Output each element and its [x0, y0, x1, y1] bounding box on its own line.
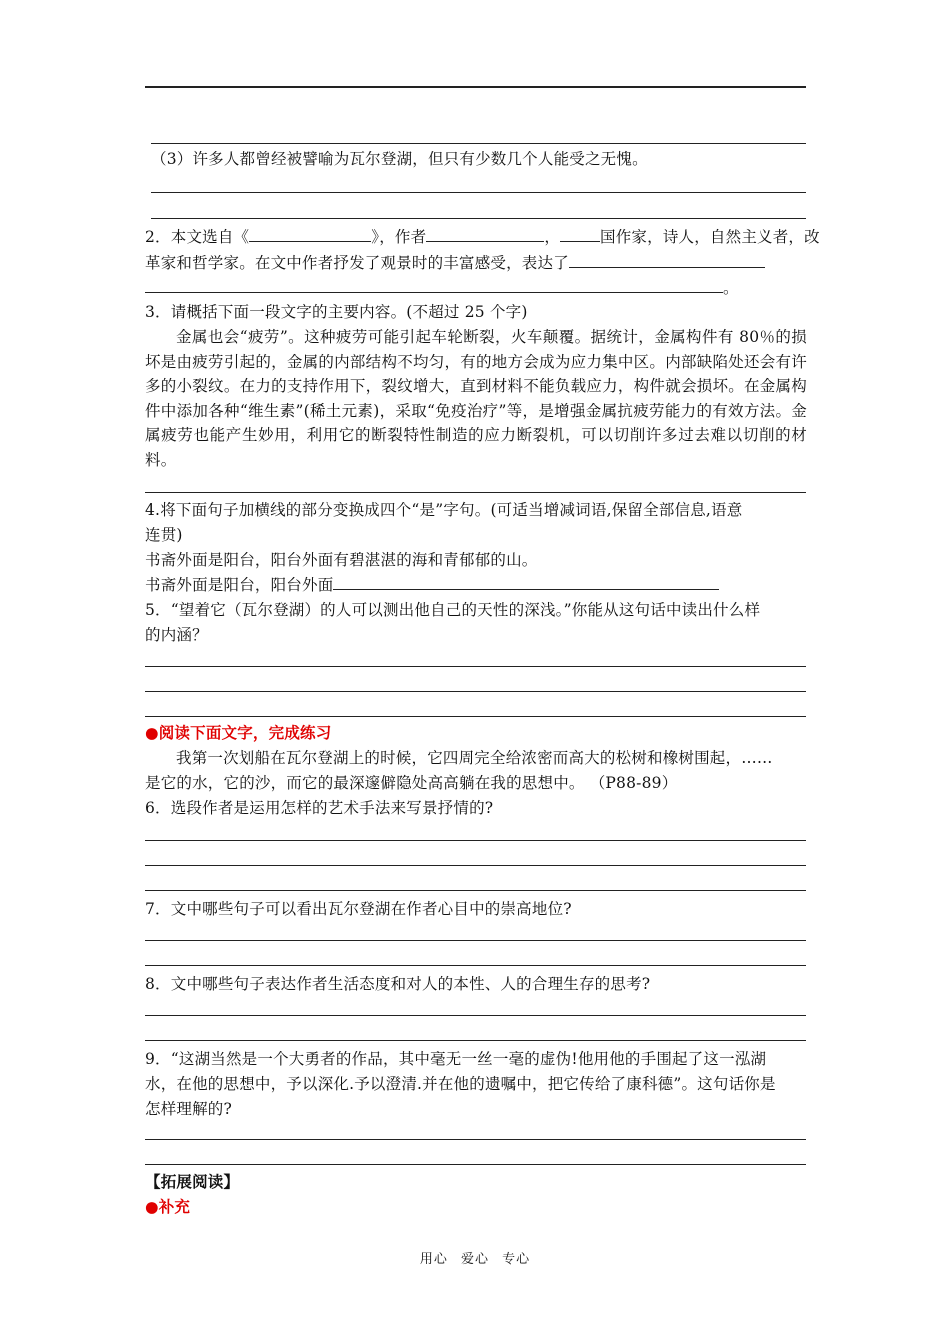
answer-line	[145, 691, 806, 692]
question-9-line-2: 水，在他的思想中，予以深化.予以澄清.并在他的遗嘱中，把它传给了康科德”。这句话你是	[145, 1075, 776, 1093]
footer-word: 用心	[419, 1252, 448, 1267]
answer-line	[145, 940, 806, 941]
question-7: 7．文中哪些句子可以看出瓦尔登湖在作者心目中的崇高地位?	[145, 900, 572, 918]
footer-word: 爱心	[460, 1252, 489, 1267]
excerpt-line-1: 我第一次划船在瓦尔登湖上的时候，它四周完全给浓密而高大的松树和橡树围起，……	[176, 749, 773, 767]
question-5-line-2: 的内涵？	[145, 626, 208, 644]
header-rule	[145, 86, 806, 88]
answer-line	[151, 192, 806, 193]
page-footer	[0, 1248, 950, 1267]
answer-line	[151, 143, 806, 144]
answer-line	[145, 965, 806, 966]
answer-line	[145, 1164, 806, 1165]
answer-line	[145, 890, 806, 891]
question-5-line-1: 5．“望着它（瓦尔登湖）的人可以测出他自己的天性的深浅。”你能从这句话中读出什么样	[145, 601, 761, 619]
question-sub-3: （3）许多人都曾经被譬喻为瓦尔登湖，但只有少数几个人能受之无愧。	[151, 150, 648, 168]
answer-line	[145, 716, 806, 717]
blank-expression-cont[interactable]	[145, 276, 723, 293]
answer-line	[145, 1040, 806, 1041]
extension-reading-heading: 【拓展阅读】	[145, 1172, 240, 1191]
question-4-prompt-1: 4.将下面句子加横线的部分变换成四个“是”字句。(可适当增减词语,保留全部信息,语意	[145, 501, 743, 519]
excerpt-line-2: 是它的水，它的沙，而它的最深邃僻隐处高高躺在我的思想中。 （P88-89）	[145, 774, 678, 792]
blank-expression[interactable]	[569, 251, 765, 268]
question-4-prompt-2: 连贯)	[145, 526, 183, 544]
answer-line	[145, 492, 806, 493]
blank-country[interactable]	[560, 225, 600, 242]
footer-word: 专心	[502, 1252, 531, 1267]
question-9-line-3: 怎样理解的?	[145, 1100, 233, 1118]
blank-book-title[interactable]	[249, 225, 371, 242]
question-2-line-1: 2．本文选自《 》，作者 ， 国作家，诗人，自然主义者，改	[145, 225, 810, 250]
supplement-heading: ●补充	[145, 1197, 191, 1216]
question-4-answer: 书斋外面是阳台，阳台外面	[145, 573, 810, 598]
question-2-line-2: 革家和哲学家。在文中作者抒发了观景时的丰富感受，表达了	[145, 251, 810, 276]
section-heading-read: ●阅读下面文字，完成练习	[145, 723, 332, 742]
answer-line	[145, 865, 806, 866]
answer-line	[145, 666, 806, 667]
question-4-sentence: 书斋外面是阳台，阳台外面有碧湛湛的海和青郁郁的山。	[145, 551, 538, 569]
answer-line	[145, 1139, 806, 1140]
answer-line	[145, 1015, 806, 1016]
answer-line	[145, 840, 806, 841]
question-2-line-3: 。	[145, 276, 810, 301]
blank-author[interactable]	[426, 225, 544, 242]
answer-line	[151, 218, 806, 219]
question-6: 6．选段作者是运用怎样的艺术手法来写景抒情的?	[145, 799, 494, 817]
blank-answer-4[interactable]	[333, 573, 719, 590]
question-8: 8．文中哪些句子表达作者生活态度和对人的本性、人的合理生存的思考?	[145, 975, 651, 993]
question-3-prompt: 3．请概括下面一段文字的主要内容。(不超过 25 个字)	[145, 303, 528, 321]
question-3-passage: 金属也会“疲劳”。这种疲劳可能引起车轮断裂，火车颠覆。据统计，金属构件有 80％的损坏是由疲劳引起的，金属的内部结构不均匀，有的地方会成为应力集中区。内部缺陷处还会有许多的小裂纹。在力的支持作用下，裂纹增大，直到材料不能负载应力，构件就会损坏。在金属构件中添加各种“维生素”(稀土元素)，采取“免疫治疗”等，是增强金属抗疲劳能力的有效方法。金属疲劳也能产生妙用，利用它的断裂特性制造的应力断裂机，可以切削许多过去难以切削的材料。	[145, 328, 807, 469]
question-9-line-1: 9．“这湖当然是一个大勇者的作品，其中毫无一丝一毫的虚伪!他用他的手围起了这一泓湖	[145, 1050, 767, 1068]
